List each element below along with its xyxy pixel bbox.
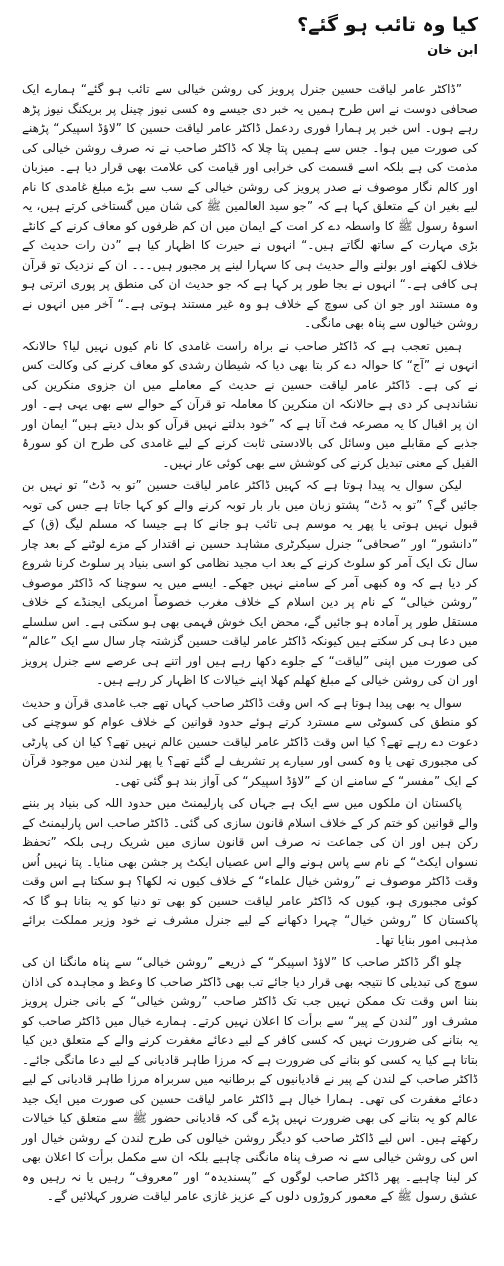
article-byline: ابن خان [427, 43, 478, 58]
article-paragraph: سوال یہ بھی پیدا ہوتا ہے کہ اس وقت ڈاکٹر صاحب کہاں تھے جب غامدی قرآن و حدیث کو منطق کی کسوٹی سے مسترد کرتے ہوئے حدود قوانین کے خلاف عوام کو سوچنے کی دعوت دے رہے تھے؟ کیا اس وقت ڈاکٹر عامر لیاقت حسین عالم نہیں تھے؟ کیا ان کی پارٹی کی مجبوری تھی یا وہ کسی اور سیارے پر تشریف لے گئے تھے؟ یا پھر لندن میں موجود قرآن کے ایک ”مفسر“ کے سامنے ان کے ”لاؤڈ اسپیکر“ کی آواز بند ہو گئی تھی۔ [22, 695, 478, 788]
article-paragraph: لیکن سوال یہ پیدا ہوتا ہے کہ کہیں ڈاکٹر عامر لیاقت حسین ”تو بہ ڈٹ“ تو نہیں بن جائیں گے؟ ”تو بہ ڈٹ“ پشتو زبان میں بار بار توبہ کرنے والے کو کہا جاتا ہے جس کی توبہ قبول نہیں ہوتی یا پھر یہ موسم ہی تائب ہو جانے کا ہے جیسا کہ مسلم لیگ (ق) کے ”دانشور“ اور ”صحافی“ جنرل سیکرٹری مشاہد حسین نے اقتدار کے مزے لوٹنے کے بعد چار سال تک ایک آمر کو سلوٹ کرنے کے بعد اب مجید نظامی کو اسی بنیاد پر سلوٹ کرنا شروع کر دیا ہے کہ وہ کبھی آمر کے سامنے نہیں جھکے۔ ایسے میں یہ سوچنا کہ ڈاکٹر موصوف ”روشن خیالی“ کے نام پر دین اسلام کے خلاف مغرب خصوصاً امریکی ایجنڈے کے خلاف مستقل طور پر آمادہ ہو جائیں گے، محض ایک خوش فہمی بھی ہو سکتی ہے۔ اس سلسلے میں دعا ہی کر سکتے ہیں کیونکہ ڈاکٹر عامر لیاقت حسین گزشتہ چار سال سے ایک ”عالم“ کی صورت میں اپنی ”لیاقت“ کے جلوے دکھا رہے ہیں اور اتنے ہی عرصے سے جنرل پرویز اور ان کی روشن خیالی کے مبلغ کھلم کھلا اپنے خیالات کا اظہار کر رہے ہیں۔ [22, 478, 478, 687]
article-paragraph: چلو اگر ڈاکٹر صاحب کا ”لاؤڈ اسپیکر“ کے ذریعے ”روشن خیالی“ سے پناہ مانگنا ان کی سوچ کی تبدیلی کا نتیجہ بھی قرار دیا جائے تب بھی ڈاکٹر صاحب کا وعظ و مجاہدہ کی اذان بننا اس وقت تک ممکن نہیں جب تک ڈاکٹر صاحب ”روشن خیالی“ کے بانی جنرل پرویز مشرف اور ”لندن کے پیر“ سے برأت کا اعلان نہیں کرتے۔ ہمارے خیال میں ڈاکٹر صاحب کو یہ بتانے کی ضرورت نہیں کہ کسی کافر کے لیے دعائے مغفرت کرنے والے کے متعلق دین کیا بتاتا ہے کیا یہ کسی کو بتانے کی ضرورت ہے کہ مرزا طاہر قادیانی کے لیے دعا مانگی جائے۔ ڈاکٹر صاحب کے لندن کے پیر نے قادیانیوں کے برطانیہ میں سربراہ مرزا طاہر قادیانی کے لیے دعائے مغفرت کی تھی۔ ہمارا خیال ہے ڈاکٹر عامر لیاقت حسین کی صورت میں ایک جید عالم کو یہ بتانے کی بھی ضرورت نہیں پڑے گی کہ قادیانی حضور ﷺ سے متعلق کیا خیالات رکھتے ہیں۔ اس لیے ڈاکٹر صاحب کو دیگر روشن خیالوں کی طرح لندن کے روشن خیال اور اس کی روشن خیالی سے نہ صرف پناہ مانگنی چاہیے بلکہ ان سے مکمل برأت کا اعلان بھی کر لینا چاہیے۔ پھر ڈاکٹر صاحب لوگوں کے ”پسندیدہ“ اور ”معروف“ رہیں یا نہ رہیں وہ عشق رسول ﷺ کے معمور کروڑوں دلوں کے عزیز غازی عامر لیاقت ضرور کہلائیں گے۔ [22, 955, 478, 1203]
article-paragraph: ”ڈاکٹر عامر لیاقت حسین جنرل پرویز کی روشن خیالی سے تائب ہو گئے“ ہمارے ایک صحافی دوست نے اس طرح ہمیں یہ خبر دی جیسے وہ کسی نیوز چینل پر بریکنگ نیوز پڑھ رہے ہوں۔ اس خبر پر ہمارا فوری ردعمل ڈاکٹر عامر لیاقت حسین کا ”لاؤڈ اسپیکر“ پڑھنے کی صورت میں ہوا۔ جس سے ہمیں پتا چلا کہ ڈاکٹر صاحب نے نہ صرف روشن خیالی کی مذمت کی ہے بلکہ اسے قسمت کی خرابی اور قیامت کی علامت بھی قرار دیا ہے۔ میزبان اور کالم نگار موصوف نے صدر پرویز کی روشن خیالی کے سب سے بڑے مبلغ غامدی کا نام لیے بغیر ان کے متعلق کہا ہے کہ ”جو سید العالمین ﷺ کی شان میں گستاخی کرتے ہیں، یہ اسوۂ رسول ﷺ کا واسطہ دے کر امت کے ایمان میں ان کم ظرفوں کو معاف کرنے کے کانٹے بڑی مہارت کے ساتھ لگاتے ہیں۔“ انہوں نے حیرت کا اظہار کیا ہے ”دن رات حدیث کے خلاف لکھنے اور بولنے والے حدیث ہی کا سہارا لینے پر مجبور ہیں۔۔۔ ان کے نزدیک تو قرآن ہی کافی ہے۔“ انہوں نے بجا طور پر کہا ہے کہ جو حدیث ان کی منطق پر پوری اترتی ہو وہ مستند اور جو ان کی سوچ کے خلاف ہو وہ غیر مستند ہوتی ہے۔“ آخر میں انہوں نے روشن خیالوں سے پناہ بھی مانگی۔ [22, 82, 478, 330]
article-paragraph: ہمیں تعجب ہے کہ ڈاکٹر صاحب نے براہ راست غامدی کا نام کیوں نہیں لیا؟ حالانکہ انہوں نے ”آج“ کا حوالہ دے کر بتا بھی دیا کہ شیطان رشدی کو معاف کرنے کی وکالت کس نے کی ہے۔ ڈاکٹر عامر لیاقت حسین نے حدیث کے معاملے میں ان جزوی منکرین کی نشاندہی کر دی ہے حالانکہ ان منکرین کا معاملہ تو قرآن کے حوالے سے بھی یہی ہے۔ اور ان پر اقبال کا یہ مصرعہ فٹ آتا ہے کہ ”خود بدلتے نہیں قرآں کو بدل دیتے ہیں“ ایمان اور جذبے کے مقابلے میں وسائل کی بالادستی ثابت کرنے کے لیے غامدی کی طرح ان کو سورۂ الفیل کے معنی تبدیل کرنے کی کوشش سے بھی کوئی عار نہیں۔ [22, 338, 478, 470]
article-paragraph: پاکستان ان ملکوں میں سے ایک ہے جہاں کی پارلیمنٹ میں حدود اللہ کی بنیاد پر بننے والے قوانین کو ختم کر کے خلاف اسلام قانون سازی کی گئی۔ ڈاکٹر صاحب اس پارلیمنٹ کے رکن ہیں اور ان کی جماعت نہ صرف اس قانون سازی میں شریک رہی بلکہ ”تحفظ نسواں ایکٹ“ کے نام سے پاس ہونے والے اس عصیاں ایکٹ پر جشن بھی منایا۔ پتا نہیں اُس وقت ڈاکٹر موصوف نے ”روشن خیال علماء“ کے خلاف کیوں نہ لکھا؟ ہو سکتا ہے اس وقت کوئی مجبوری ہو، کیوں کہ ڈاکٹر عامر لیاقت حسین کو بھی تو دنیا کو یہ بتانا ہو گا کہ پاکستان کا ”روشن خیال“ چہرا دکھانے کے لیے جنرل مشرف نے خود وزیر مملکت برائے مذہبی امور بنایا تھا۔ [22, 796, 478, 947]
article-title: کیا وہ تائب ہو گئے؟ [297, 14, 478, 36]
article-body [22, 80, 478, 1207]
